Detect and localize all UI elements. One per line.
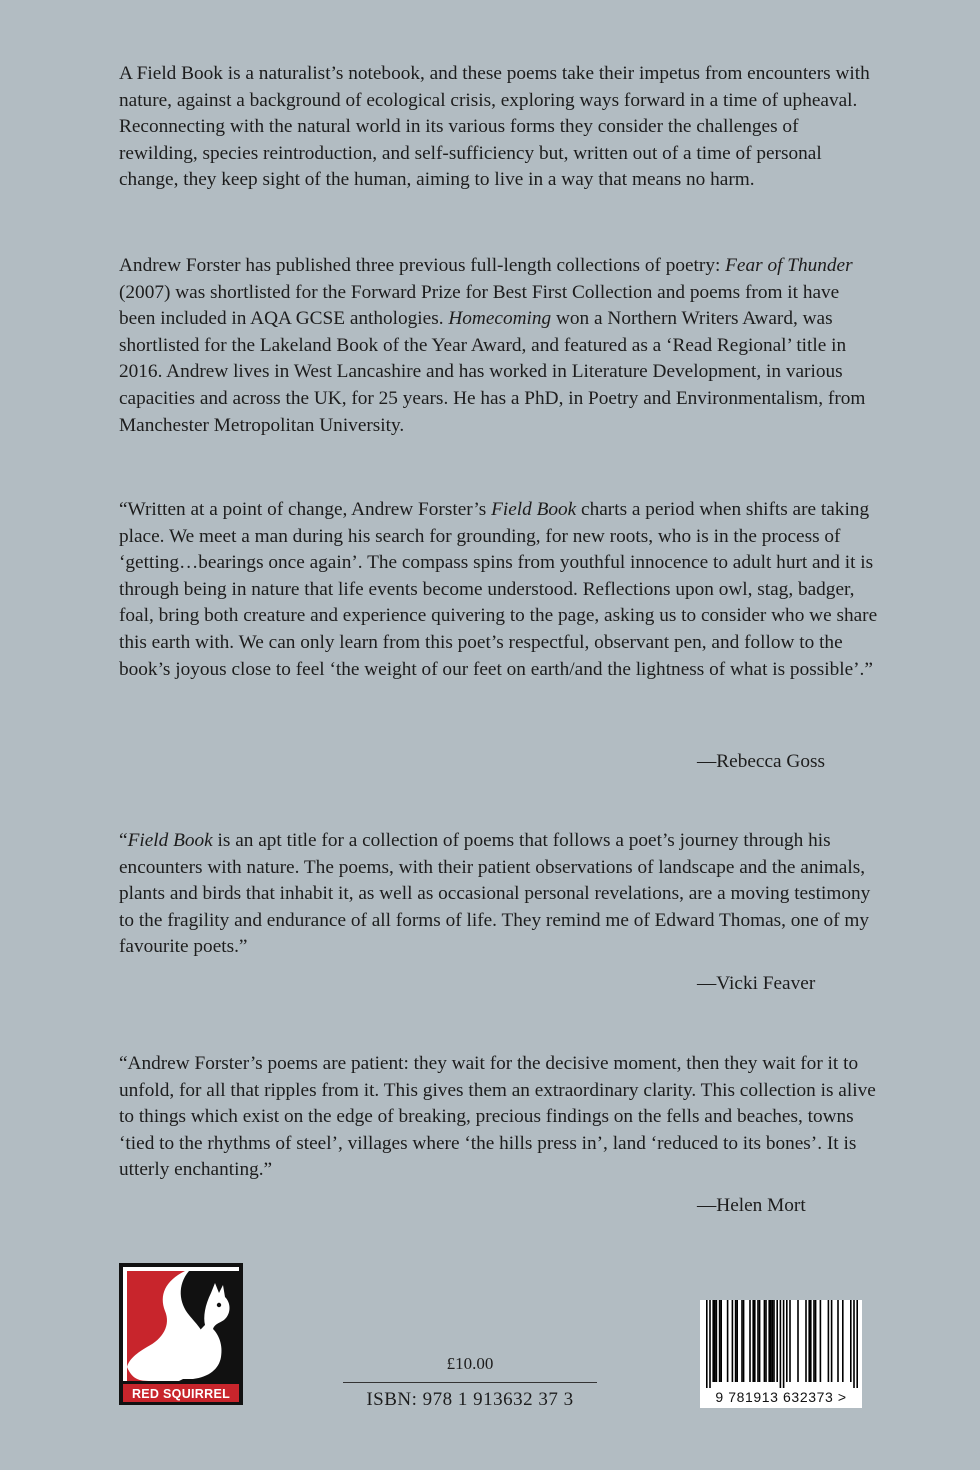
- book-title-field-book: Field Book: [491, 499, 577, 520]
- barcode-bar: [810, 1300, 812, 1382]
- barcode-bar: [853, 1300, 855, 1388]
- barcode-bar: [783, 1300, 785, 1388]
- barcode-bar: [808, 1300, 810, 1382]
- book-title-homecoming: Homecoming: [448, 308, 552, 330]
- quote-mark: “: [119, 830, 128, 851]
- bio-text: (2007) was shortlisted for the Forward Prize for Best First Collection and poems from it have been included in AQA GCSE anthologies.: [119, 281, 840, 330]
- quote-text: “Written at a point of change, Andrew Forster’s: [119, 499, 492, 520]
- book-title-field-book: Field Book: [127, 830, 213, 851]
- attribution-vicki-feaver: —Vicki Feaver: [697, 973, 816, 994]
- barcode-bar: [727, 1300, 729, 1382]
- divider: [343, 1382, 597, 1383]
- book-title-fear-of-thunder: Fear of Thunder: [725, 255, 853, 276]
- publisher-name: RED SQUIRREL: [131, 1387, 231, 1401]
- barcode-bar: [757, 1300, 759, 1382]
- barcode-bar: [773, 1300, 775, 1382]
- attribution-rebecca-goss: —Rebecca Goss: [697, 751, 825, 772]
- barcode-bar: [736, 1300, 738, 1382]
- description-text: A Field Book is a naturalist’s notebook, and these poems take their impetus from encounters with nature, against a background of ecological crisis, exploring ways forward in a time of upheaval. Reconnecting with the natural world in its various forms they consider the challenges of rewilding, species reintroduction, and self-sufficiency but, written out of a time of personal change, they keep sight of the human, aiming to live in a way that means no harm.: [119, 63, 870, 191]
- isbn: ISBN: 978 1 913632 37 3: [366, 1389, 574, 1410]
- barcode-bar: [842, 1300, 844, 1382]
- barcode-bar: [770, 1300, 772, 1382]
- barcode-bar: [759, 1300, 761, 1382]
- barcode-bar: [749, 1300, 751, 1382]
- barcode-bar: [752, 1300, 754, 1382]
- barcode-bars: [700, 1300, 862, 1388]
- red-squirrel-logo-icon: [119, 1263, 243, 1405]
- barcode-bar: [720, 1300, 722, 1382]
- barcode-bar: [856, 1300, 858, 1388]
- barcode-bar: [712, 1300, 714, 1382]
- barcode-bar: [732, 1300, 734, 1382]
- bio-text: won a Northern Writers Award, was shortlisted for the Lakeland Book of the Year Award, and featured as a ‘Read Regional’ title in 2016. Andrew lives in West Lancashire and has worked in Literature Development, in various capacities and across the UK, for 25 years. He has a PhD, in Poetry and Environmentalism, from Manchester Metropolitan University.: [119, 308, 866, 436]
- barcode-bar: [716, 1300, 718, 1382]
- review-quote-mort: [119, 1051, 879, 1184]
- barcode-bar: [780, 1300, 782, 1388]
- price-isbn-block: [343, 1352, 597, 1413]
- barcode-bar: [768, 1300, 770, 1382]
- barcode-bar: [815, 1300, 817, 1382]
- barcode-bar: [772, 1300, 774, 1382]
- barcode-bar: [789, 1300, 791, 1382]
- barcode-bar: [735, 1300, 737, 1382]
- barcode-bar: [828, 1300, 830, 1382]
- barcode-bar: [820, 1300, 822, 1382]
- review-quote-goss: [119, 497, 879, 683]
- description-paragraph: [119, 61, 879, 194]
- barcode-bar: [764, 1300, 766, 1382]
- barcode-bar: [765, 1300, 767, 1382]
- barcode-bar: [797, 1300, 799, 1382]
- barcode-bar: [709, 1300, 711, 1388]
- quote-text: charts a period when shifts are taking place. We meet a man during his search for grounding, for new roots, who is in the process of ‘getting…bearings once again’. The compass spins from youthful innocence to adult hurt and it is through being in nature that life events become understood. Reflections upon owl, stag, badger, foal, bring both creature and experience quivering to the page, asking us to consider who we share this earth with. We can only learn from this poet’s respectful, observant pen, and follow to the book’s joyous close to feel ‘the weight of our feet on earth/and the lightness of what is possible’.”: [119, 499, 878, 680]
- barcode-bar: [754, 1300, 756, 1382]
- quote-text: “Andrew Forster’s poems are patient: they wait for the decisive moment, then they wait for it to unfold, for all that ripples from it. This gives them an extraordinary clarity. This collection is alive to things which exist on the edge of breaking, precious findings on the fells and beaches, towns ‘tied to the rhythms of steel’, villages where ‘the hills press in’, land ‘reduced to its bones’. It is utterly enchanting.”: [119, 1053, 876, 1181]
- barcode-bar: [743, 1300, 745, 1382]
- red-squirrel-logo: [119, 1263, 243, 1405]
- barcode-bar: [741, 1300, 743, 1382]
- barcode-bar: [850, 1300, 852, 1382]
- barcode-bar: [719, 1300, 721, 1382]
- barcode-bar: [706, 1300, 708, 1388]
- author-bio-paragraph: [119, 253, 879, 439]
- barcode-bar: [837, 1300, 839, 1382]
- barcode-digits: 9 781913 632373 >: [715, 1389, 847, 1405]
- quote-text: is an apt title for a collection of poems that follows a poet’s journey through his encounters with nature. The poems, with their patient observations of landscape and the animals, plants and birds that inhabit it, as well as occasional personal revelations, are a moving testimony to the fragility and endurance of all forms of life. They remind me of Edward Thomas, one of my favourite poets.”: [119, 830, 871, 958]
- attribution-helen-mort: —Helen Mort: [697, 1195, 806, 1216]
- price: £10.00: [446, 1354, 494, 1373]
- barcode-bar: [813, 1300, 815, 1382]
- barcode-bar: [805, 1300, 807, 1382]
- review-quote-feaver: [119, 828, 879, 961]
- barcode-bar: [714, 1300, 716, 1382]
- barcode-bar: [776, 1300, 778, 1382]
- bio-text: Andrew Forster has published three previous full-length collections of poetry:: [119, 255, 726, 276]
- barcode-bar: [831, 1300, 833, 1382]
- barcode-bar: [786, 1300, 788, 1382]
